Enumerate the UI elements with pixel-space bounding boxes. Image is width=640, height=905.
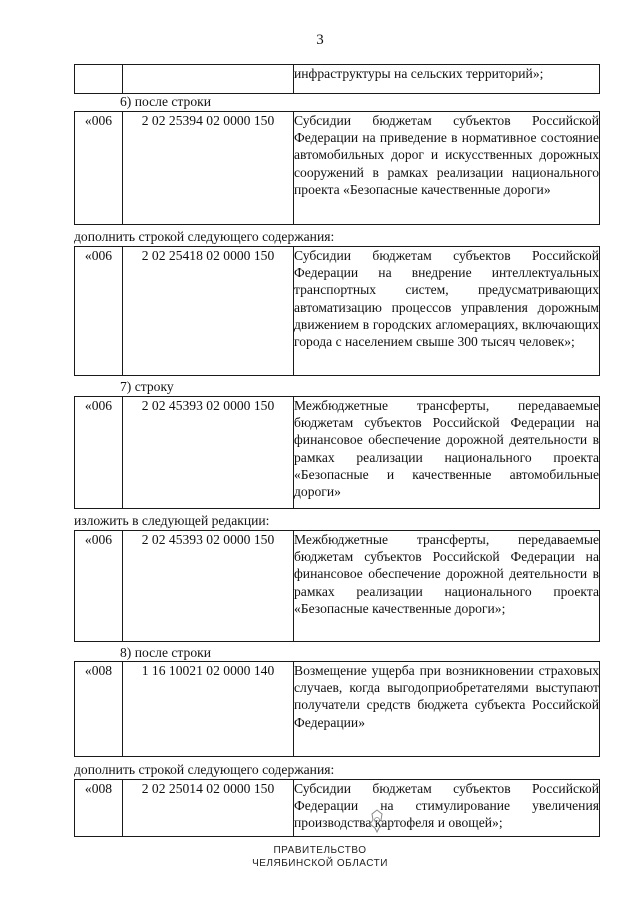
description-text: Субсидии бюджетам субъектов Российской Федерации на приведение в нормативное состояние автомобильных дорог и искусственных дорожных сооружений в рамках реализации национального проекта «Безопасные качественные дороги» bbox=[294, 113, 599, 197]
description-text: Субсидии бюджетам субъектов Российской Федерации на стимулирование увеличения производства картофеля и овощей»; bbox=[294, 781, 599, 831]
budget-code-cell: 1 16 10021 02 0000 140 bbox=[123, 662, 294, 757]
description-cell bbox=[294, 247, 600, 376]
emblem-icon bbox=[366, 808, 388, 834]
code-table bbox=[74, 530, 600, 642]
description-text: инфраструктуры на сельских территорий»; bbox=[294, 66, 544, 81]
stamp-line-region: ЧЕЛЯБИНСКОЙ ОБЛАСТИ bbox=[252, 858, 388, 869]
stamp-line-government: ПРАВИТЕЛЬСТВО bbox=[273, 845, 367, 856]
table-row bbox=[75, 531, 600, 642]
budget-code-cell bbox=[123, 65, 294, 94]
admin-code-cell: «006 bbox=[75, 397, 123, 509]
admin-code-cell: «006 bbox=[75, 247, 123, 376]
description-cell bbox=[294, 397, 600, 509]
description-text: Межбюджетные трансферты, передаваемые бюджетам субъектов Российской Федерации на финансовое обеспечение дорожной деятельности в рамках реализации национального проекта «Безопасные и качественные автомобильные дороги» bbox=[294, 398, 599, 500]
code-table bbox=[74, 396, 600, 509]
description-cell bbox=[294, 65, 600, 94]
description-cell bbox=[294, 662, 600, 757]
instruction-add-row-6: дополнить строкой следующего содержания: bbox=[74, 229, 335, 244]
instruction-add-row-8: дополнить строкой следующего содержания: bbox=[74, 762, 335, 777]
description-cell bbox=[294, 531, 600, 642]
table-row bbox=[75, 780, 600, 837]
description-cell bbox=[294, 780, 600, 837]
budget-code-cell: 2 02 25394 02 0000 150 bbox=[123, 112, 294, 225]
admin-code-cell: «008 bbox=[75, 780, 123, 837]
admin-code-cell bbox=[75, 65, 123, 94]
table-row bbox=[75, 65, 600, 94]
table-row bbox=[75, 662, 600, 757]
instruction-row-7: 7) строку bbox=[120, 379, 174, 394]
code-table bbox=[74, 246, 600, 376]
code-table bbox=[74, 111, 600, 225]
code-table bbox=[74, 779, 600, 837]
table-row bbox=[75, 247, 600, 376]
instruction-edit-row-7: изложить в следующей редакции: bbox=[74, 513, 270, 528]
admin-code-cell: «008 bbox=[75, 662, 123, 757]
budget-code-cell: 2 02 45393 02 0000 150 bbox=[123, 531, 294, 642]
budget-code-cell: 2 02 25014 02 0000 150 bbox=[123, 780, 294, 837]
code-table bbox=[74, 64, 600, 94]
budget-code-cell: 2 02 25418 02 0000 150 bbox=[123, 247, 294, 376]
table-row bbox=[75, 397, 600, 509]
instruction-after-row-8: 8) после строки bbox=[120, 645, 211, 660]
description-cell bbox=[294, 112, 600, 225]
table-row bbox=[75, 112, 600, 225]
description-text: Межбюджетные трансферты, передаваемые бюджетам субъектов Российской Федерации на финансовое обеспечение дорожной деятельности в рамках реализации национального проекта «Безопасные качественные дороги»; bbox=[294, 532, 599, 616]
admin-code-cell: «006 bbox=[75, 531, 123, 642]
description-text: Субсидии бюджетам субъектов Российской Федерации на внедрение интеллектуальных транспортных систем, предусматривающих автоматизацию процессов управления дорожным движением в городских агломерациях, включающих города с населением свыше 300 тысяч человек»; bbox=[294, 248, 599, 350]
instruction-after-row-6: 6) после строки bbox=[120, 94, 211, 109]
admin-code-cell: «006 bbox=[75, 112, 123, 225]
page-number: 3 bbox=[316, 32, 324, 48]
description-text: Возмещение ущерба при возникновении страховых случаев, когда выгодоприобретателями выступают получатели средств бюджета субъекта Российской Федерации» bbox=[294, 663, 599, 730]
code-table bbox=[74, 661, 600, 757]
budget-code-cell: 2 02 45393 02 0000 150 bbox=[123, 397, 294, 509]
